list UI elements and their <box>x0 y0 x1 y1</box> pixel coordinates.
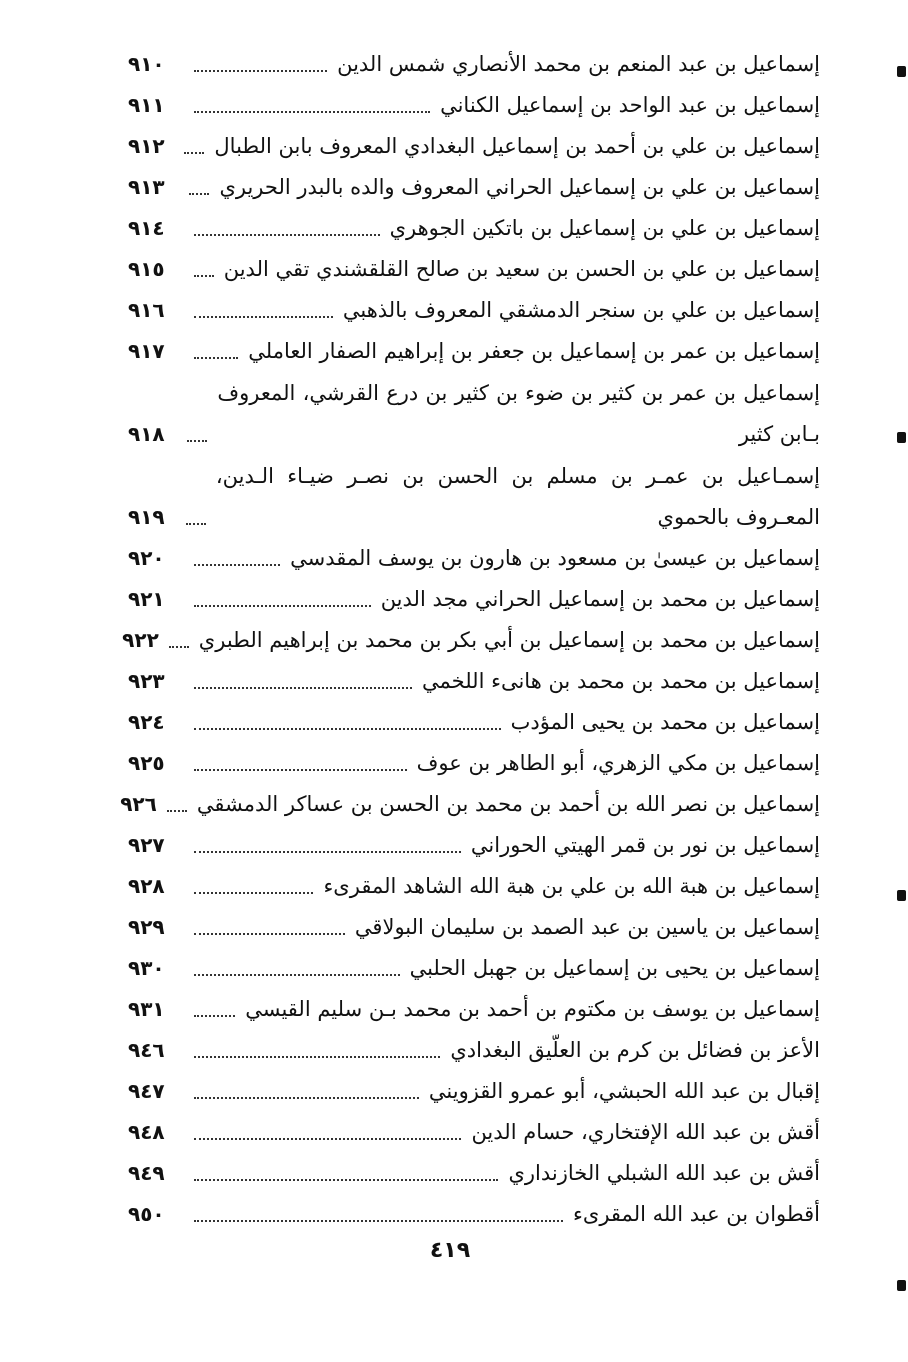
entry-page-number: ٩٣١ <box>128 997 165 1021</box>
leader-dots <box>169 645 189 648</box>
margin-mark <box>897 432 906 443</box>
entry-page-number: ٩٤٩ <box>128 1161 165 1185</box>
entry-title: إسماعيل بن علي بن الحسن بن سعيد بن صالح القلقشندي تقي الدين <box>223 257 820 281</box>
entry-title: إسماعيل بن ياسين بن عبد الصمد بن سليمان البولاقي <box>354 915 820 939</box>
toc-entry <box>128 126 820 167</box>
entry-page-number: ٩١٠ <box>128 52 165 76</box>
leader-dots <box>194 727 501 730</box>
toc-entry <box>122 620 820 661</box>
entry-title: إسماعيل بن محمد بن يحيى المؤدب <box>510 710 820 734</box>
entry-title: إسماعيل بن نصر الله بن أحمد بن محمد بن الحسن بن عساكر الدمشقي <box>196 792 820 816</box>
entry-page-number: ٩٤٧ <box>128 1079 165 1103</box>
entry-page-number: ٩٢٤ <box>128 710 165 734</box>
leader-dots <box>194 768 407 771</box>
leader-dots <box>194 315 333 318</box>
toc-entry <box>120 784 820 825</box>
entry-page-number: ٩٢١ <box>128 587 165 611</box>
entry-title: إسماعيل بن هبة الله بن علي بن هبة الله الشاهد المقرىء <box>323 874 820 898</box>
toc-entry <box>128 85 820 126</box>
leader-dots <box>194 1178 498 1181</box>
leader-dots <box>194 110 430 113</box>
entry-page-number: ٩١٣ <box>128 175 165 199</box>
toc-entry <box>128 1194 820 1235</box>
entry-page-number: ٩١١ <box>128 93 165 117</box>
leader-dots <box>194 686 412 689</box>
entry-title: أقطوان بن عبد الله المقرىء <box>573 1202 820 1226</box>
leader-dots <box>194 932 345 935</box>
entry-title: إسماعيل بن يوسف بن مكتوم بن أحمد بن محمد بـن سليم القيسي <box>245 997 820 1021</box>
entry-page-number: ٩٢٣ <box>128 669 165 693</box>
page-number: ٤١٩ <box>429 1238 471 1263</box>
entry-page-number: ٩٤٨ <box>128 1120 165 1144</box>
entry-title: إسماعيل بن علي بن إسماعيل الحراني المعروف والده بالبدر الحريري <box>219 175 820 199</box>
leader-dots <box>187 439 207 442</box>
entry-title: إسماعيل بن عمر بن كثير بن ضوء بن كثير بن درع القرشي، المعروف بـابن كثير <box>217 381 820 446</box>
entry-title: الأعز بن فضائل بن كرم بن العلّيق البغدادي <box>450 1038 820 1062</box>
entry-title: إسماعيل بن عبد الواحد بن إسماعيل الكناني <box>440 93 820 117</box>
toc-entry <box>128 455 820 538</box>
leader-dots <box>194 1014 235 1017</box>
entry-page-number: ٩٢٩ <box>128 915 165 939</box>
entry-title: إسماعيل بن محمد بن محمد بن هانىء اللخمي <box>422 669 820 693</box>
entry-title: إسماعيل بن عبد المنعم بن محمد الأنصاري شمس الدين <box>337 52 820 76</box>
entry-title: إسماعيل بن مكي الزهري، أبو الطاهر بن عوف <box>416 751 820 775</box>
toc-entry <box>128 866 820 907</box>
toc-entry <box>128 948 820 989</box>
entry-page-number: ٩١٩ <box>128 505 165 529</box>
toc-entry <box>128 702 820 743</box>
entry-page-number: ٩٢٧ <box>128 833 165 857</box>
entry-page-number: ٩١٧ <box>128 339 165 363</box>
toc-entry <box>128 208 820 249</box>
entry-page-number: ٩١٥ <box>128 257 165 281</box>
entry-title: إسماعيل بن علي بن سنجر الدمشقي المعروف بالذهبي <box>342 298 820 322</box>
leader-dots <box>167 809 187 812</box>
entry-title: إسماعيل بن يحيى بن إسماعيل بن جهبل الحلبي <box>409 956 820 980</box>
entry-title: إسماعيل بن عيسىٰ بن مسعود بن هارون بن يوسف المقدسي <box>290 546 820 570</box>
entry-page-number: ٩٢٦ <box>120 792 157 816</box>
leader-dots <box>189 192 209 195</box>
entry-page-number: ٩٥٠ <box>128 1202 165 1226</box>
entry-page-number: ٩١٢ <box>128 134 165 158</box>
entry-page-number: ٩١٨ <box>128 422 165 446</box>
margin-mark <box>897 1280 906 1291</box>
entry-page-number: ٩٢٥ <box>128 751 165 775</box>
leader-dots <box>194 1096 419 1099</box>
entry-page-number: ٩٤٦ <box>128 1038 165 1062</box>
leader-dots <box>186 522 206 525</box>
leader-dots <box>194 850 461 853</box>
entry-title: إسماعيل بن محمد بن إسماعيل الحراني مجد الدين <box>380 587 820 611</box>
entry-page-number: ٩١٤ <box>128 216 165 240</box>
entry-page-number: ٩١٦ <box>128 298 165 322</box>
entry-title: إسمـاعيل بن عمـر بن مسلم بن الحسن بن نصـر ضيـاء الـدين، المعـروف بالحموي <box>215 464 820 529</box>
leader-dots <box>194 891 313 894</box>
toc-entry <box>128 907 820 948</box>
entry-title: أقش بن عبد الله الإفتخاري، حسام الدين <box>471 1120 820 1144</box>
table-of-contents <box>120 44 820 1235</box>
entry-page-number: ٩٢٢ <box>122 628 159 652</box>
toc-entry <box>128 1112 820 1153</box>
margin-mark <box>897 890 906 901</box>
toc-entry <box>128 743 820 784</box>
toc-entry <box>128 167 820 208</box>
leader-dots <box>194 274 214 277</box>
toc-entry <box>128 331 820 372</box>
toc-entry <box>128 290 820 331</box>
entry-title: إسماعيل بن محمد بن إسماعيل بن أبي بكر بن محمد بن إبراهيم الطبري <box>198 628 820 652</box>
toc-entry <box>128 249 820 290</box>
leader-dots <box>194 1137 461 1140</box>
toc-entry <box>128 1071 820 1112</box>
entry-title: إسماعيل بن علي بن أحمد بن إسماعيل البغدادي المعروف بابن الطبال <box>214 134 820 158</box>
entry-title: أقش بن عبد الله الشبلي الخازنداري <box>508 1161 820 1185</box>
toc-entry <box>128 825 820 866</box>
toc-entry <box>128 538 820 579</box>
leader-dots <box>194 233 380 236</box>
leader-dots <box>194 1055 440 1058</box>
leader-dots <box>194 69 327 72</box>
entry-title: إسماعيل بن عمر بن إسماعيل بن جعفر بن إبراهيم الصفار العاملي <box>248 339 820 363</box>
entry-title: إسماعيل بن نور بن قمر الهيتي الحوراني <box>470 833 820 857</box>
leader-dots <box>184 151 204 154</box>
toc-entry <box>128 1030 820 1071</box>
toc-entry <box>128 661 820 702</box>
entry-page-number: ٩٣٠ <box>128 956 165 980</box>
toc-entry <box>128 44 820 85</box>
entry-title: إسماعيل بن علي بن إسماعيل بن باتكين الجوهري <box>389 216 820 240</box>
leader-dots <box>194 973 400 976</box>
leader-dots <box>194 563 280 566</box>
toc-entry <box>128 989 820 1030</box>
margin-mark <box>897 66 906 77</box>
leader-dots <box>194 604 371 607</box>
toc-entry <box>128 1153 820 1194</box>
entry-page-number: ٩٢٨ <box>128 874 165 898</box>
toc-entry <box>128 579 820 620</box>
entry-page-number: ٩٢٠ <box>128 546 165 570</box>
leader-dots <box>194 356 238 359</box>
entry-title: إقبال بن عبد الله الحبشي، أبو عمرو القزويني <box>428 1079 820 1103</box>
toc-entry <box>128 372 820 455</box>
leader-dots <box>194 1219 563 1222</box>
